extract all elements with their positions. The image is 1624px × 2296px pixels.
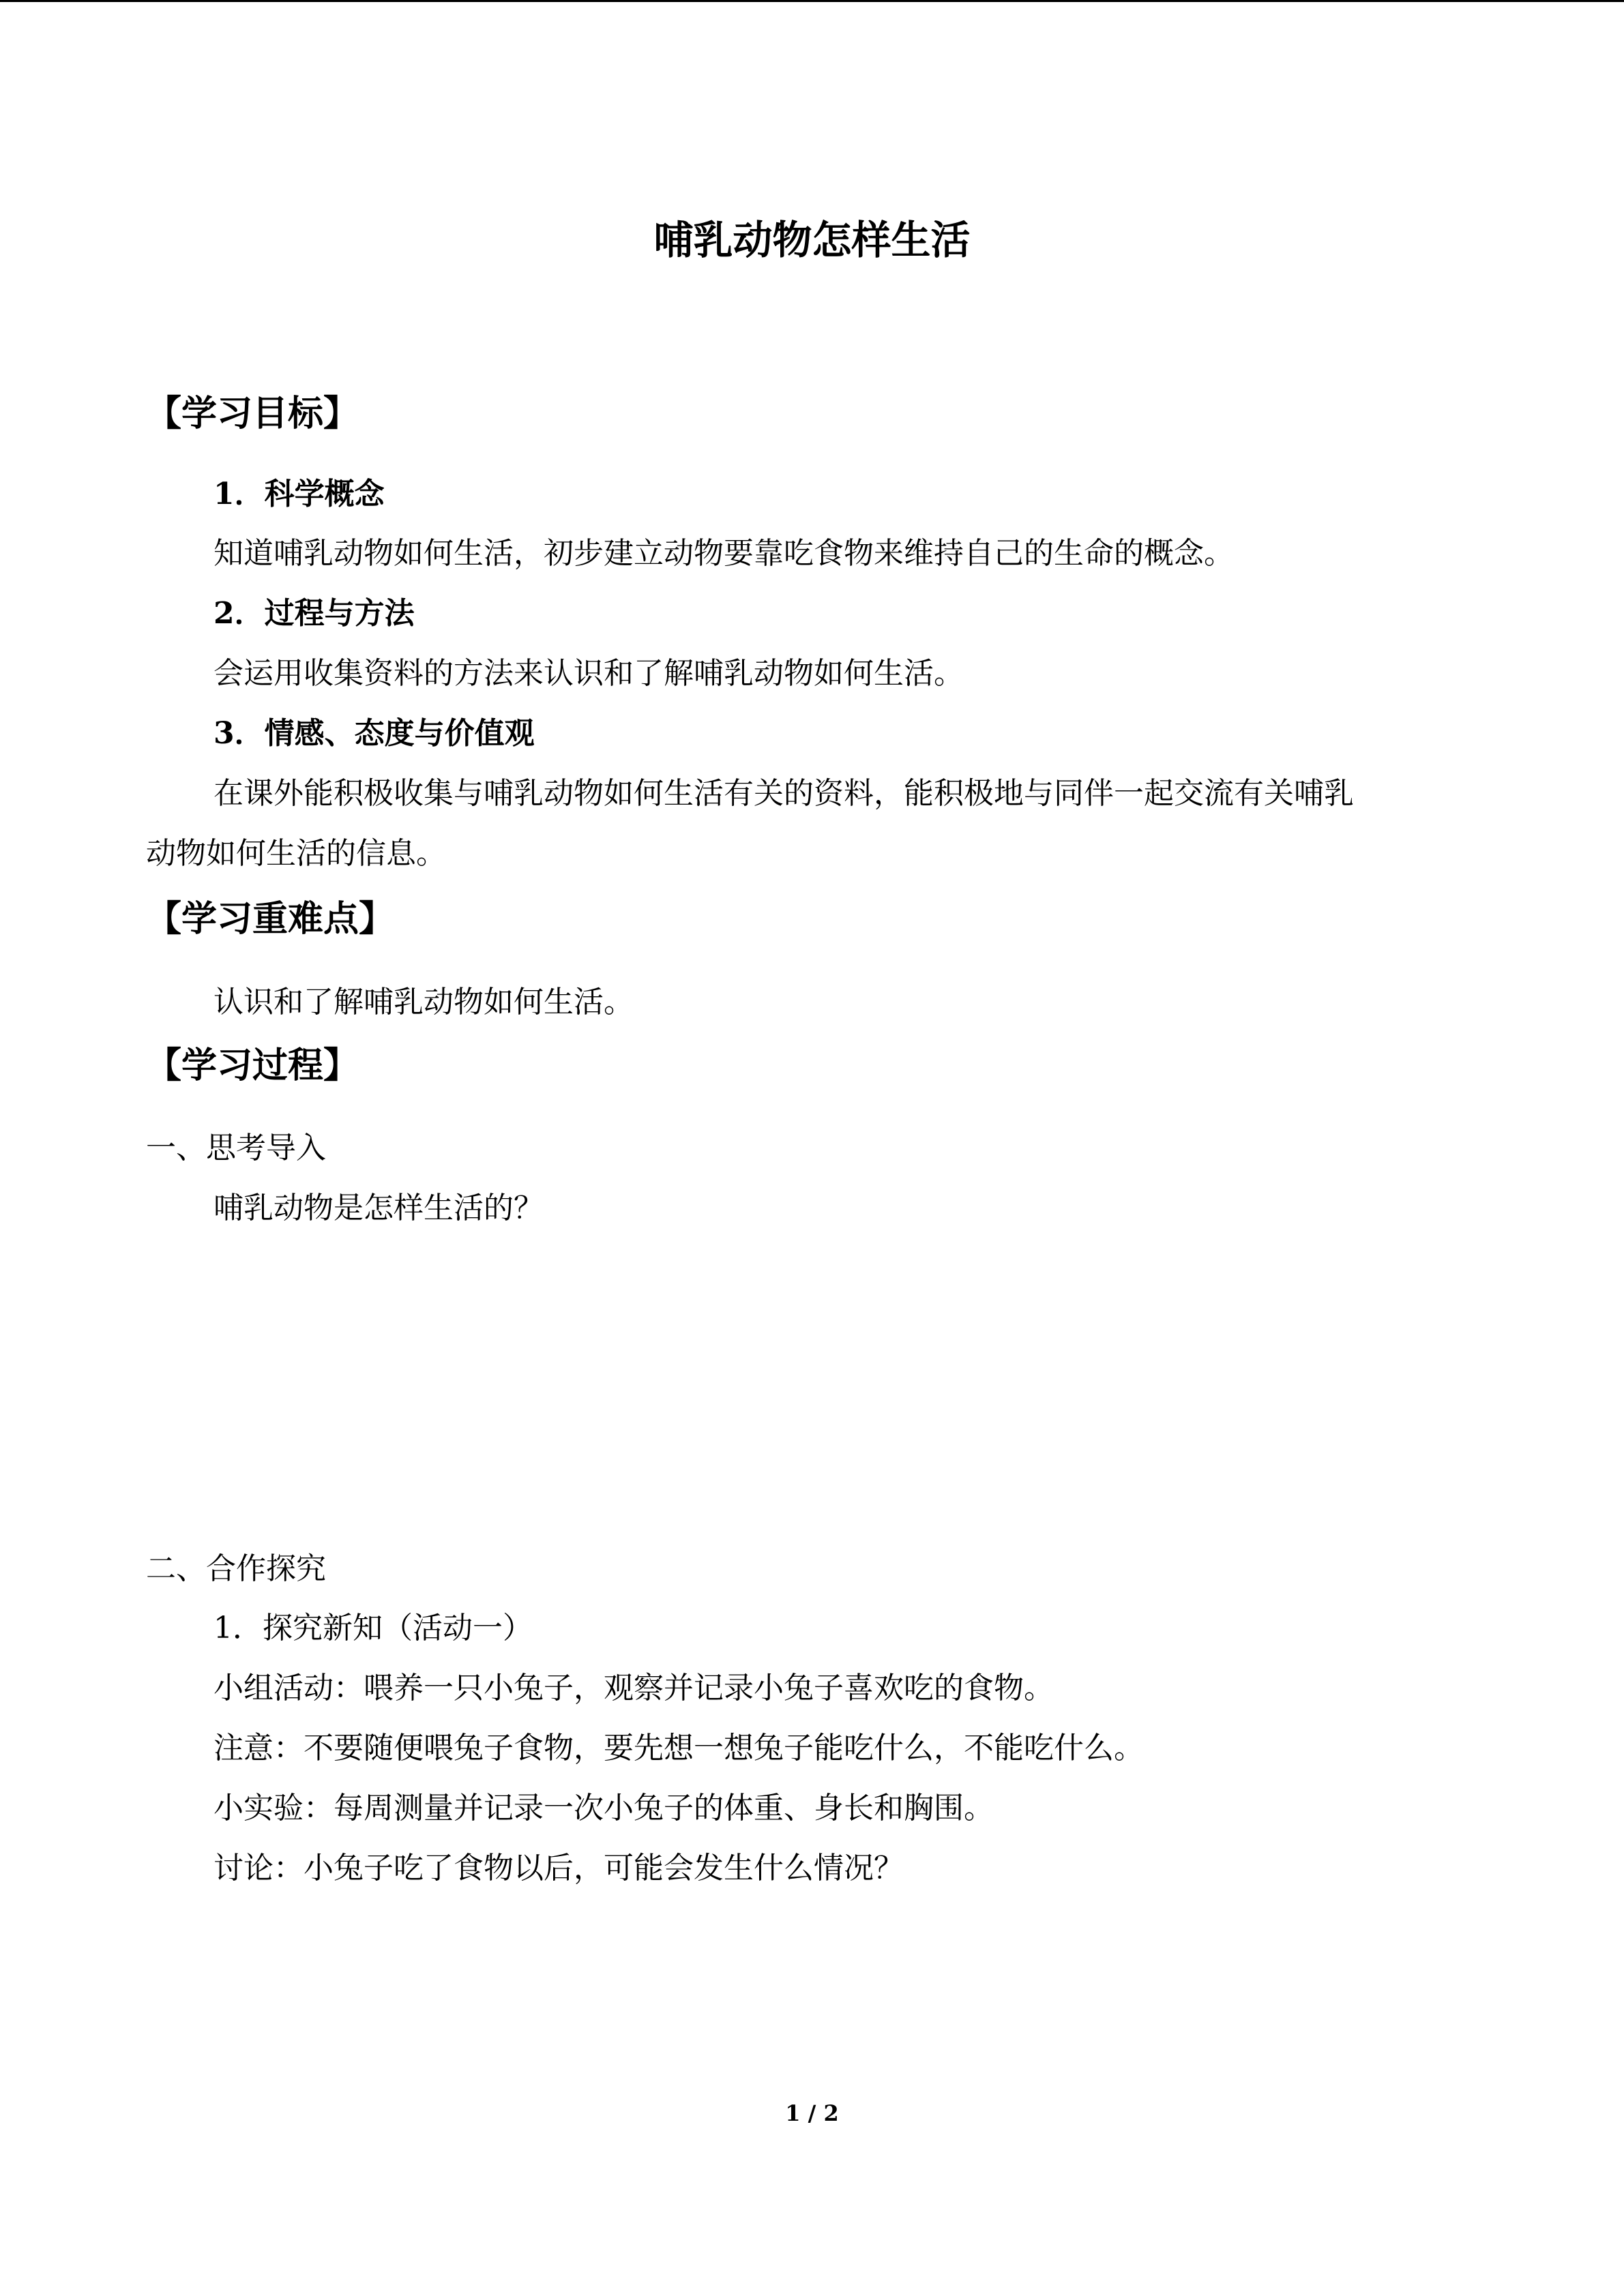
process-part-1-title: 一、思考导入	[146, 1131, 326, 1165]
activity-line-4: 讨论：小兔子吃了食物以后，可能会发生什么情况？	[213, 1851, 904, 1885]
objective-text-3-line-2: 动物如何生活的信息。	[146, 836, 446, 871]
process-part-2-title: 二、合作探究	[146, 1551, 326, 1586]
page-number: 1 / 2	[785, 2100, 839, 2126]
section-heading-objectives: 【学习目标】	[146, 393, 359, 434]
section-heading-process: 【学习过程】	[146, 1045, 359, 1086]
activity-line-2: 注意：不要随便喂兔子食物，要先想一想兔子能吃什么，不能吃什么。	[213, 1731, 1144, 1765]
objective-label-3: 3．情感、态度与价值观	[213, 716, 535, 751]
objective-label-2: 2．过程与方法	[213, 596, 415, 631]
section-heading-key-points: 【学习重难点】	[146, 898, 395, 940]
activity-line-1: 小组活动：喂养一只小兔子，观察并记录小兔子喜欢吃的食物。	[213, 1671, 1054, 1705]
top-border-rule	[0, 0, 1624, 2]
process-part-1-question: 哺乳动物是怎样生活的？	[213, 1191, 544, 1225]
objective-text-2: 会运用收集资料的方法来认识和了解哺乳动物如何生活。	[213, 656, 964, 691]
objective-text-1: 知道哺乳动物如何生活，初步建立动物要靠吃食物来维持自己的生命的概念。	[213, 536, 1234, 571]
objective-label-1: 1．科学概念	[213, 477, 385, 511]
objective-text-3-line-1: 在课外能积极收集与哺乳动物如何生活有关的资料，能积极地与同伴一起交流有关哺乳	[213, 776, 1354, 811]
activity-line-3: 小实验：每周测量并记录一次小兔子的体重、身长和胸围。	[213, 1791, 994, 1825]
key-points-text: 认识和了解哺乳动物如何生活。	[213, 985, 634, 1019]
document-title: 哺乳动物怎样生活	[653, 217, 971, 263]
activity-title: 1．探究新知（活动一）	[213, 1611, 533, 1645]
